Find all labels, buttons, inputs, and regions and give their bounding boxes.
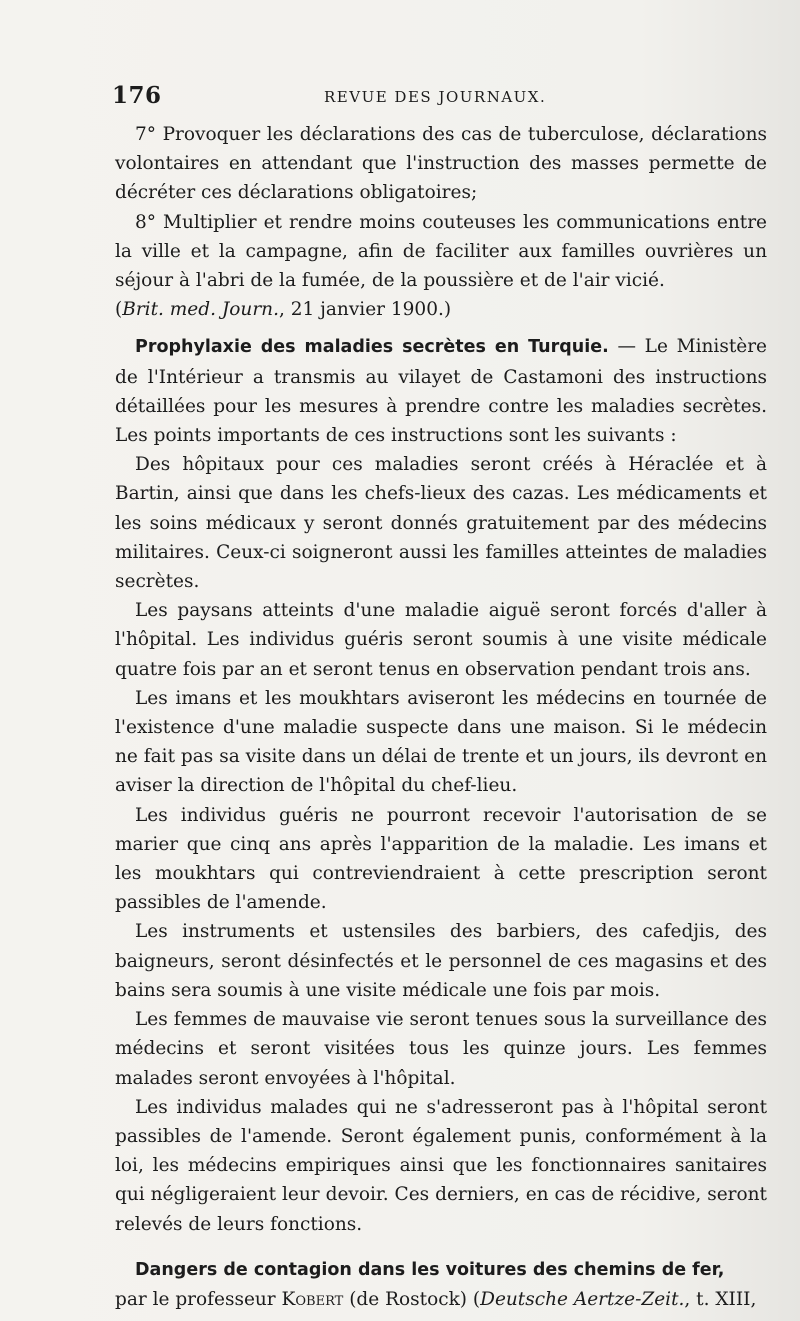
author-place: (de Rostock) ( [343,1288,481,1310]
paragraph-mariage: Les individus guéris ne pourront recevoir l'autorisation de se marier que cinq ans après l'apparition de la maladie. Les imans et les moukhtars qui contreviendraient à cette prescription seront passibles de l'amende. [115,804,767,914]
section-intro: — Le Ministère de l'Intérieur a transmis au vilayet de Castamoni des instructions détaillées pour les mesures à prendre contre les maladies secrètes. Les points importants de ces instructions sont les suivants : [115,336,767,447]
citation-date: , 21 janvier 1900.) [278,299,452,321]
paragraph-femmes: Les femmes de mauvaise vie seront tenues sous la surveillance des médecins et seront visitées tous les quinze jours. Les femmes malades seront envoyées à l'hôpital. [115,1009,767,1089]
paragraph-hopitaux: Des hôpitaux pour ces maladies seront créés à Héraclée et à Bartin, ainsi que dans les chefs-lieux des cazas. Les médicaments et les soins médicaux y seront donnés gratuitement par des médecins militaires. Ceux-ci soigneront aussi les familles atteintes de maladies secrètes. [115,454,767,593]
paragraph-item-8 [115,208,767,325]
paragraph-imans: Les imans et les moukhtars aviseront les médecins en tournée de l'existence d'une maladie suspecte dans une maison. Si le médecin ne fait pas sa visite dans un délai de trente et un jours, ils devront en aviser la direction de l'hôpital du chef-lieu. [115,687,767,797]
journal-name: Deutsche Aertze-Zeit. [480,1288,685,1310]
paragraph-instruments: Les instruments et ustensiles des barbiers, des cafedjis, des baigneurs, seront désinfectés et le personnel de ces magasins et des bains sera soumis à une visite médicale une fois par mois. [115,921,767,1001]
paragraph-item-7: 7° Provoquer les déclarations des cas de tuberculose, déclarations volontaires en attendant que l'instruction des masses permette de décréter ces déclarations obligatoires; [115,124,767,204]
running-head: REVUE DES JOURNAUX. [324,88,547,106]
section-title-prophylaxie: Prophylaxie des maladies secrètes en Turquie. [135,337,609,358]
journal-tail: , t. XIII, [684,1288,757,1310]
body-text [115,120,767,1314]
section-title-dangers: Dangers de contagion dans les voitures des chemins de fer, [135,1259,725,1280]
paragraph-item-8-text: 8° Multiplier et rendre moins couteuses les communications entre la ville et la campagne, afin de faciliter aux familles ouvrières un séjour à l'abri de la fumée, de la poussière et de l'air vicié. [115,211,767,292]
author-name: Kobert [281,1288,344,1310]
paragraph-amende: Les individus malades qui ne s'adresseront pas à l'hôpital seront passibles de l'amende. Seront également punis, conformément à la loi, les médecins empiriques ainsi que les fonctionnaires sanitaires qui négligeraient leur devoir. Ces derniers, en cas de récidive, seront relevés de leurs fonctions. [115,1096,767,1235]
page-header [112,82,772,112]
citation-open: ( [115,299,123,321]
section-dangers [115,1255,767,1314]
section-by: par le professeur [115,1288,282,1310]
paragraph-paysans: Les paysans atteints d'une maladie aiguë seront forcés d'aller à l'hôpital. Les individus guéris seront soumis à une visite médicale quatre fois par an et seront tenus en observation pendant trois ans. [115,600,767,680]
section-prophylaxie [115,332,767,450]
citation-journal: Brit. med. Journ. [122,299,279,321]
page-number: 176 [112,82,162,109]
